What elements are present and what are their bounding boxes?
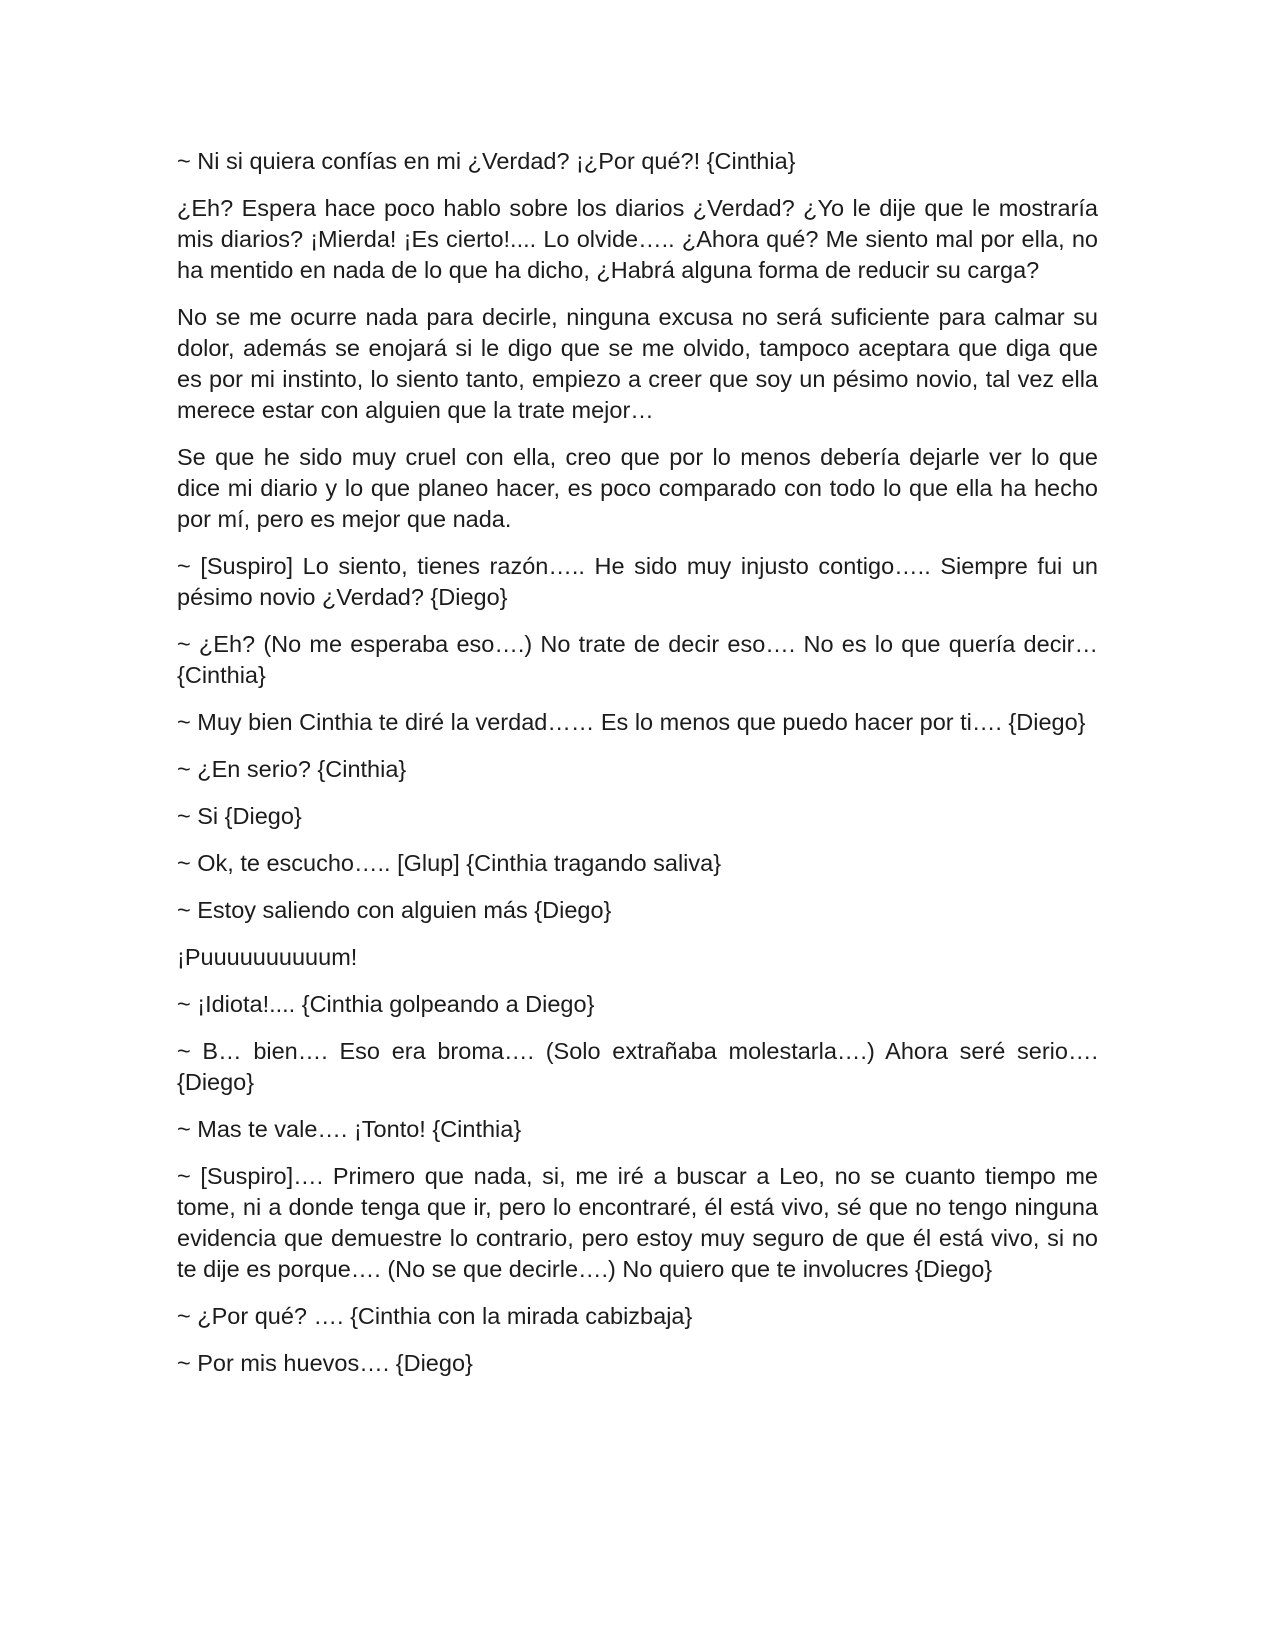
dialogue-paragraph: ~ Muy bien Cinthia te diré la verdad…… Es lo menos que puedo hacer por ti…. {Diego} <box>177 709 1086 735</box>
dialogue-paragraph: ~ Mas te vale…. ¡Tonto! {Cinthia} <box>177 1116 522 1142</box>
dialogue-paragraph: ~ ¿Eh? (No me esperaba eso….) No trate de decir eso…. No es lo que quería decir… {Cinthia} <box>177 631 1098 688</box>
dialogue-paragraph: ~ Por mis huevos…. {Diego} <box>177 1350 473 1376</box>
dialogue-paragraph: ~ [Suspiro]…. Primero que nada, si, me iré a buscar a Leo, no se cuanto tiempo me tome, ni a donde tenga que ir, pero lo encontraré, él está vivo, sé que no tengo ninguna evidencia que demuestre lo contrario, pero estoy muy seguro de que él está vivo, si no te dije es porque…. (No se que decirle….) No quiero que te involucres {Diego} <box>177 1163 1098 1282</box>
dialogue-paragraph: ~ [Suspiro] Lo siento, tienes razón….. He sido muy injusto contigo….. Siempre fui un pésimo novio ¿Verdad? {Diego} <box>177 553 1098 610</box>
document-body <box>177 146 1098 1395</box>
dialogue-paragraph: ~ Estoy saliendo con alguien más {Diego} <box>177 897 612 923</box>
narration-paragraph: Se que he sido muy cruel con ella, creo que por lo menos debería dejarle ver lo que dice mi diario y lo que planeo hacer, es poco comparado con todo lo que ella ha hecho por mí, pero es mejor que nada. <box>177 444 1098 532</box>
narration-paragraph: No se me ocurre nada para decirle, ninguna excusa no será suficiente para calmar su dolor, además se enojará si le digo que se me olvido, tampoco aceptara que diga que es por mi instinto, lo siento tanto, empiezo a creer que soy un pésimo novio, tal vez ella merece estar con alguien que la trate mejor… <box>177 304 1098 423</box>
dialogue-paragraph: ~ Si {Diego} <box>177 803 302 829</box>
dialogue-paragraph: ~ B… bien…. Eso era broma…. (Solo extrañaba molestarla….) Ahora seré serio…. {Diego} <box>177 1038 1098 1095</box>
narration-paragraph: ¿Eh? Espera hace poco hablo sobre los diarios ¿Verdad? ¿Yo le dije que le mostraría mis diarios? ¡Mierda! ¡Es cierto!.... Lo olvide….. ¿Ahora qué? Me siento mal por ella, no ha mentido en nada de lo que ha dicho, ¿Habrá alguna forma de reducir su carga? <box>177 195 1098 283</box>
dialogue-paragraph: ~ ¿En serio? {Cinthia} <box>177 756 407 782</box>
dialogue-paragraph: ~ ¡Idiota!.... {Cinthia golpeando a Diego} <box>177 991 595 1017</box>
dialogue-paragraph: ~ ¿Por qué? …. {Cinthia con la mirada cabizbaja} <box>177 1303 693 1329</box>
sound-effect-paragraph: ¡Puuuuuuuuuum! <box>177 944 358 970</box>
dialogue-paragraph: ~ Ni si quiera confías en mi ¿Verdad? ¡¿Por qué?! {Cinthia} <box>177 148 796 174</box>
dialogue-paragraph: ~ Ok, te escucho….. [Glup] {Cinthia tragando saliva} <box>177 850 722 876</box>
